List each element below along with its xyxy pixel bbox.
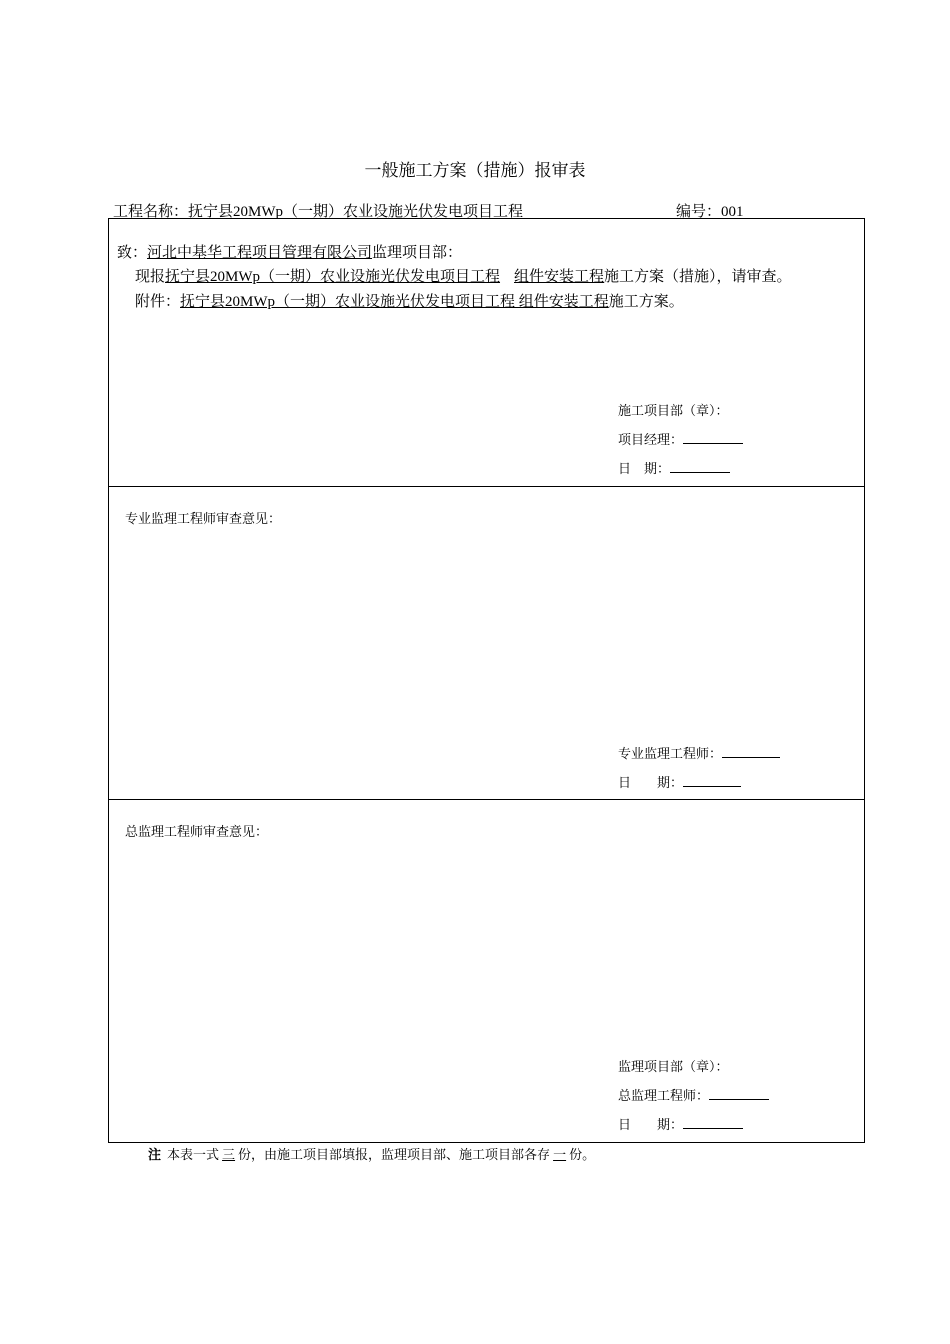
contractor-date-blank[interactable] — [670, 459, 730, 473]
chief-review-heading: 总监理工程师审查意见： — [125, 824, 269, 839]
chief-date-blank[interactable] — [683, 1115, 743, 1129]
note-text1: 本表一式 — [167, 1147, 220, 1162]
attachment-prefix: 附件： — [135, 294, 181, 310]
attachment-line — [135, 290, 684, 311]
report-work: 组件安装工程 — [514, 269, 605, 285]
report-line — [135, 265, 792, 286]
chief-date-sign — [618, 1114, 743, 1133]
project-label: 工程名称： — [113, 204, 189, 220]
chief-blank[interactable] — [709, 1086, 769, 1100]
report-suffix: 施工方案（措施），请审查。 — [604, 269, 792, 285]
form-table — [108, 218, 865, 1143]
to-prefix: 致： — [117, 245, 148, 261]
note-label: 注 — [148, 1147, 162, 1162]
contractor-dept-seal: 施工项目部（章）： — [618, 403, 729, 418]
note-each: 一 — [553, 1147, 567, 1162]
engineer-date-blank[interactable] — [683, 773, 741, 787]
supervisor-org: 河北中基华工程项目管理有限公司 — [147, 245, 373, 261]
engineer-review-heading: 专业监理工程师审查意见： — [125, 511, 282, 526]
chief-sign — [618, 1085, 769, 1104]
note-copies: 三 — [222, 1147, 236, 1162]
attachment-suffix: 施工方案。 — [608, 294, 684, 310]
supervision-dept-seal: 监理项目部（章）： — [618, 1059, 729, 1074]
to-suffix: 监理项目部： — [372, 245, 463, 261]
form-title: 一般施工方案（措施）报审表 — [364, 161, 586, 181]
attachment-project: 抚宁县20MWp（一期）农业设施光伏发电项目工程 组件安装工程 — [180, 294, 609, 310]
engineer-date-label: 日 期： — [618, 775, 684, 790]
contractor-date-sign — [618, 458, 730, 477]
form-number: 001 — [721, 204, 744, 220]
contractor-section — [109, 219, 864, 487]
chief-label: 总监理工程师： — [618, 1088, 710, 1103]
chief-date-label: 日 期： — [618, 1117, 684, 1132]
project-manager-blank[interactable] — [683, 430, 743, 444]
contractor-date-label: 日 期： — [618, 461, 671, 476]
engineer-review-section — [109, 487, 864, 800]
engineer-blank[interactable] — [722, 744, 780, 758]
engineer-sign — [618, 743, 780, 762]
chief-review-section — [109, 800, 864, 1142]
addressee-line — [117, 241, 462, 262]
footnote — [148, 1144, 595, 1163]
number-label: 编号： — [676, 204, 722, 220]
engineer-date-sign — [618, 772, 741, 791]
project-manager-label: 项目经理： — [618, 432, 684, 447]
engineer-label: 专业监理工程师： — [618, 746, 723, 761]
project-manager-sign — [618, 429, 743, 448]
report-project: 抚宁县20MWp（一期）农业设施光伏发电项目工程 — [165, 269, 501, 285]
note-text2: 份，由施工项目部填报，监理项目部、施工项目部各存 — [238, 1147, 551, 1162]
project-name: 抚宁县20MWp（一期）农业设施光伏发电项目工程 — [188, 204, 524, 220]
note-text3: 份。 — [569, 1147, 596, 1162]
report-prefix: 现报 — [135, 269, 166, 285]
